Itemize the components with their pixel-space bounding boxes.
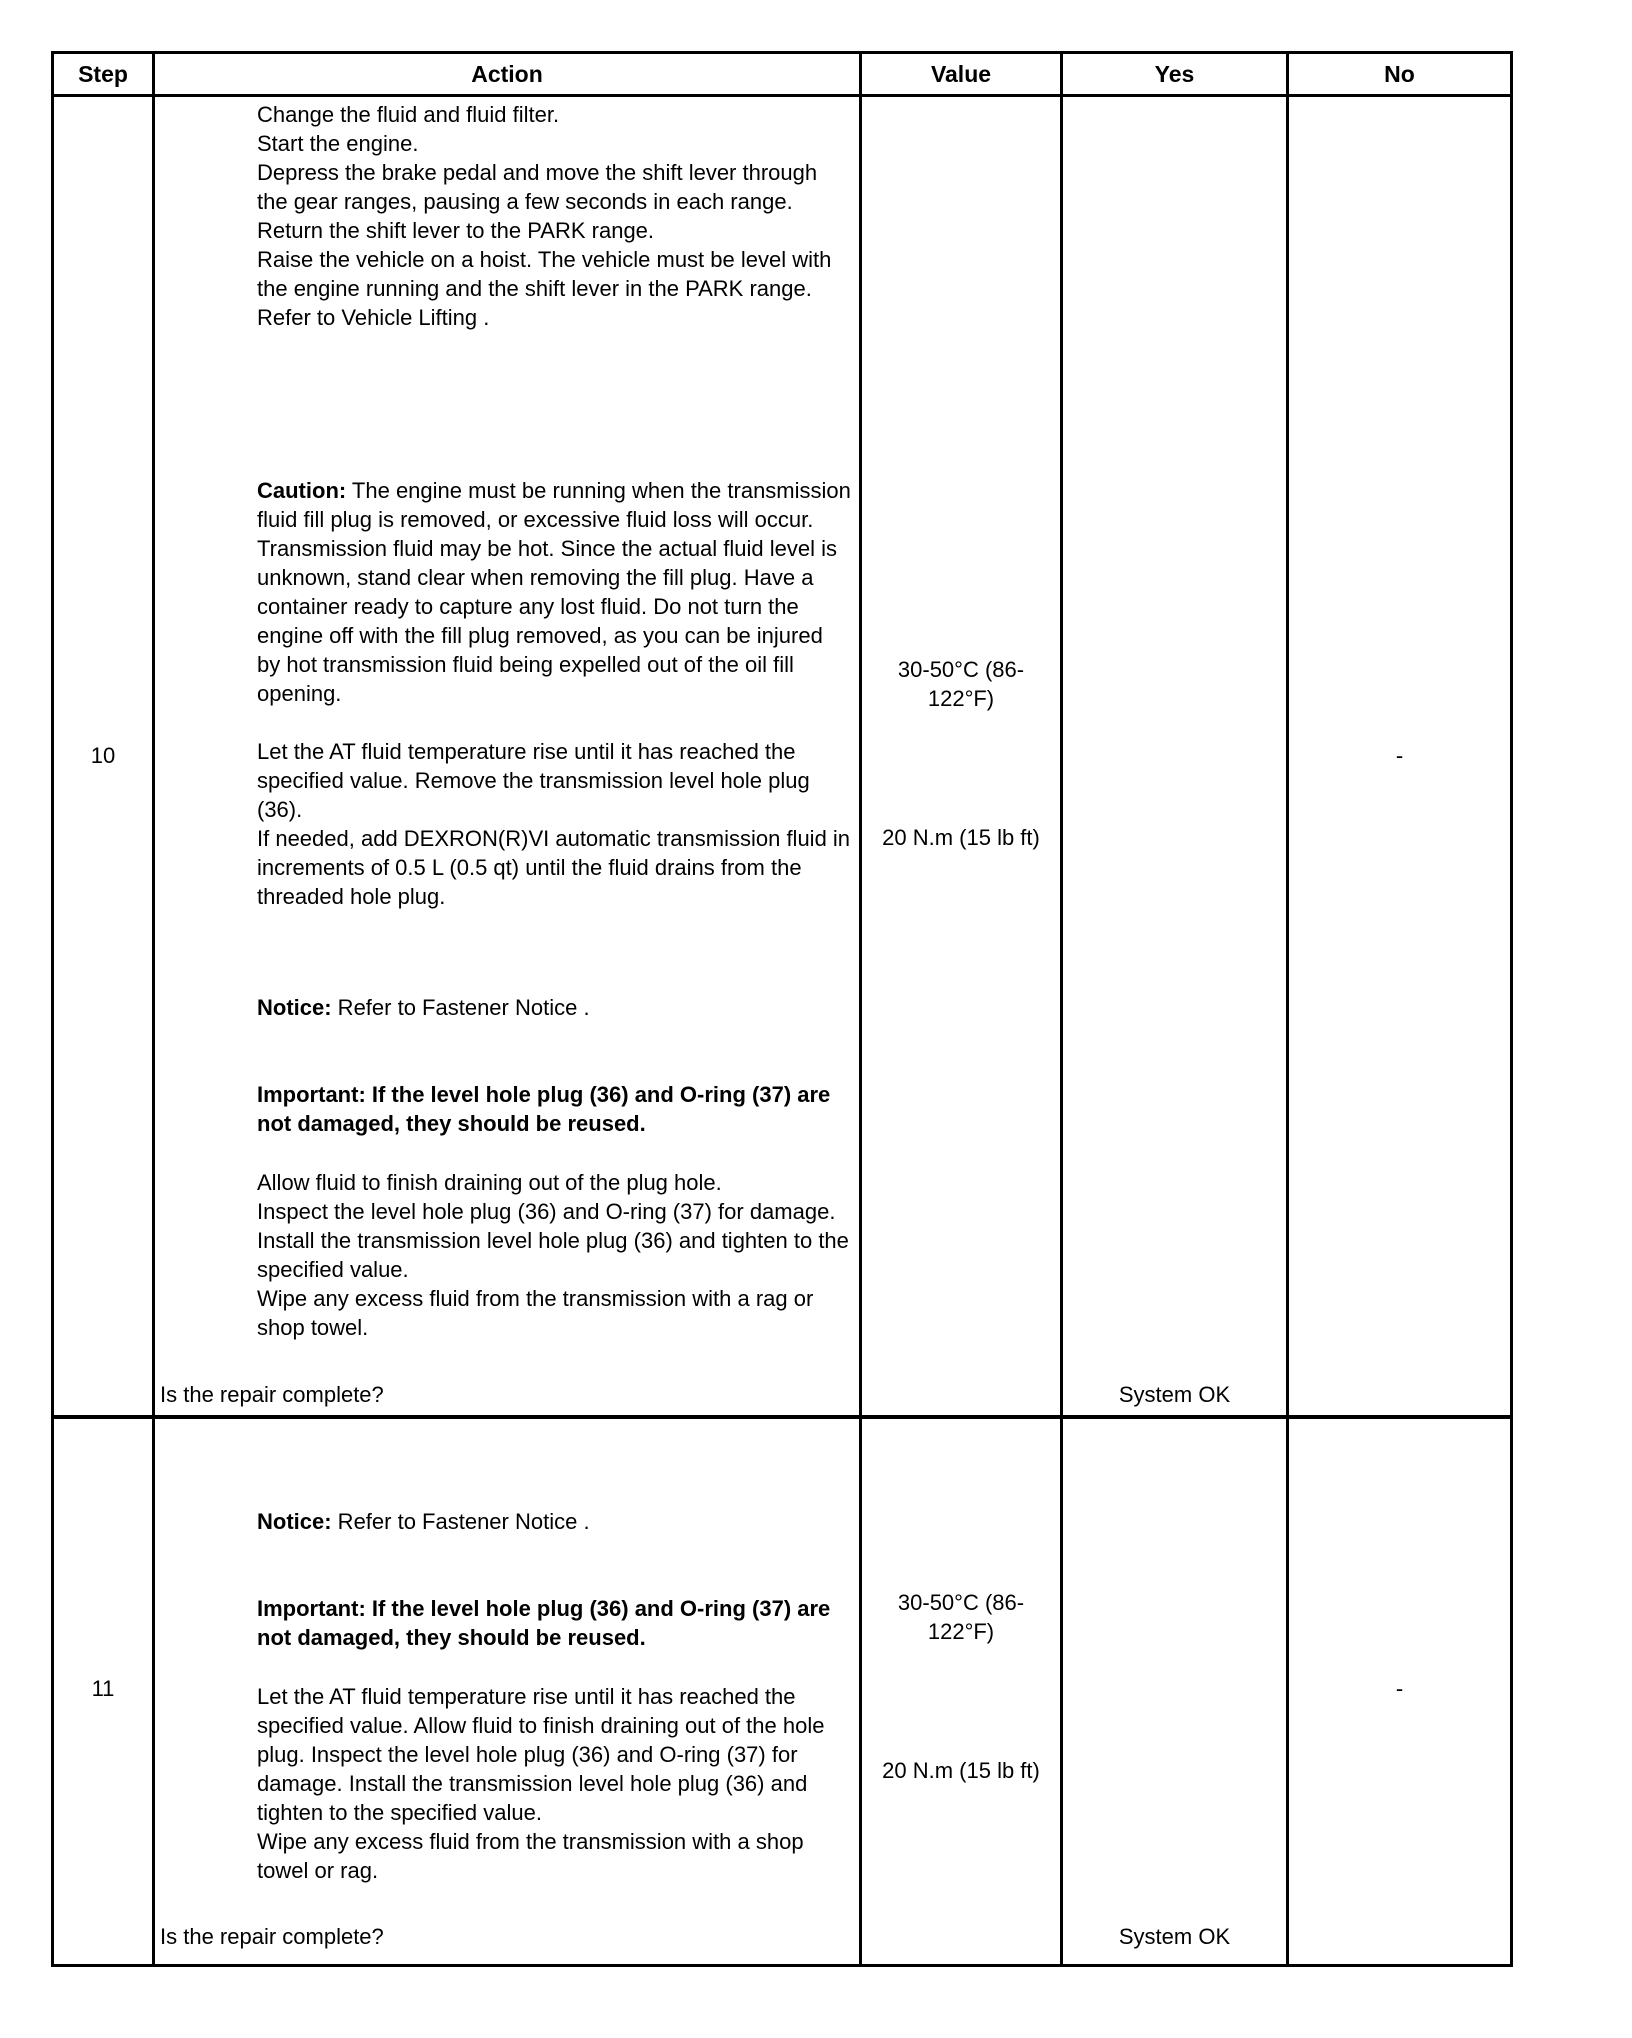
important-block: Important: If the level hole plug (36) and O-ring (37) are not damaged, they should be reused. [257,1596,831,1650]
action-intro: Change the fluid and fluid filter. Start the engine. Depress the brake pedal and move the shift lever through the gear ranges, pausing a few seconds in each range. Return the shift lever to the PARK range. Raise the vehicle on a hoist. The vehicle must be level with the engine running and the shift lever in the PARK range. Refer to Vehicle Lifting . [257,102,832,330]
row-divider [54,1415,1510,1419]
notice-label: Notice: [257,995,332,1020]
column-divider [152,54,155,1964]
column-divider [1060,54,1063,1964]
header-yes: Yes [1154,60,1195,87]
yes-result: System OK [1118,1382,1231,1407]
question: Is the repair complete? [160,1382,384,1407]
header-step: Step [78,60,128,87]
step-number: 10 [90,743,116,768]
no-result: - [1395,1676,1404,1701]
value-torque: 20 N.m (15 lb ft) [882,825,1040,850]
yes-result: System OK [1118,1924,1231,1949]
step-number: 11 [91,1676,115,1701]
caution-block [257,447,852,708]
no-result: - [1395,743,1404,768]
header-divider [54,94,1510,97]
value-temperature: 30-50°C (86- 122°F) [897,1590,1025,1644]
notice-text: Refer to Fastener Notice . [331,1509,590,1534]
caution-label: Caution: [257,478,347,503]
column-divider [859,54,862,1964]
header-action: Action [471,60,543,87]
notice-block [257,1478,852,1536]
action-final: Let the AT fluid temperature rise until it has reached the specified value. Allow fluid to finish draining out of the hole plug. Inspect the level hole plug (36) and O-ring (37) for damage. Install the transmission level hole plug (36) and tighten to the specified value. Wipe any excess fluid from the transmission with a shop towel or rag. [257,1684,825,1883]
notice-text: Refer to Fastener Notice . [331,995,590,1020]
procedure-table [51,51,1513,1967]
header-value: Value [930,60,992,87]
question: Is the repair complete? [160,1924,384,1949]
value-temperature: 30-50°C (86- 122°F) [897,657,1025,711]
notice-label: Notice: [257,1509,332,1534]
caution-text: The engine must be running when the transmission fluid fill plug is removed, or excessive fluid loss will occur. Transmission fluid may be hot. Since the actual fluid level is unknown, stand clear when removing the fill plug. Have a container ready to capture any lost fluid. Do not turn the engine off with the fill plug removed, as you can be injured by hot transmission fluid being expelled out of the oil fill opening. [257,478,851,706]
notice-block [257,964,852,1022]
value-torque: 20 N.m (15 lb ft) [882,1758,1040,1783]
temperature-instruction: Let the AT fluid temperature rise until it has reached the specified value. Remove the transmission level hole plug (36). If needed, add DEXRON(R)VI automatic transmission fluid in increments of 0.5 L (0.5 qt) until the fluid drains from the threaded hole plug. [257,739,851,909]
important-block: Important: If the level hole plug (36) and O-ring (37) are not damaged, they should be reused. [257,1082,831,1136]
action-final: Allow fluid to finish draining out of the plug hole. Inspect the level hole plug (36) and O-ring (37) for damage. Install the transmission level hole plug (36) and tighten to the specified value. Wipe any excess fluid from the transmission with a rag or shop towel. [257,1170,849,1340]
header-no: No [1384,60,1415,87]
